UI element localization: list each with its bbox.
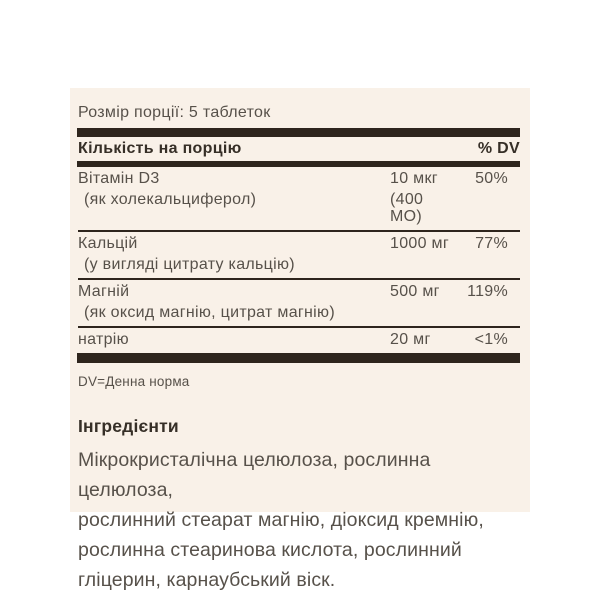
nutrient-amount-cell: [390, 235, 458, 273]
nutrient-amount-cell: [390, 331, 458, 348]
dv-header: % DV: [477, 140, 520, 157]
nutrient-row-sodium: [78, 328, 520, 353]
nutrient-name: Вітамін D3: [78, 170, 160, 187]
nutrient-dv: 119%: [467, 283, 508, 300]
nutrient-name-cell: [78, 331, 390, 348]
nutrient-amount: 20 мг: [390, 331, 431, 348]
nutrient-name-cell: [78, 235, 390, 273]
ingredients-line: Мікрокристалічна целюлоза, рослинна целюлоза,: [78, 449, 431, 501]
nutrient-form: (як оксид магнію, цитрат магнію): [84, 304, 335, 321]
ingredients-line: гліцерин, карнаубський віск.: [78, 569, 336, 591]
nutrient-name: Кальцій: [78, 235, 138, 252]
top-thick-divider: [77, 128, 520, 137]
nutrient-amount-cell: [390, 283, 458, 321]
nutrient-dv: 50%: [475, 170, 508, 187]
nutrient-row-calcium: [78, 232, 520, 280]
nutrient-amount: 500 мг: [390, 283, 440, 300]
nutrient-dv: <1%: [474, 331, 508, 348]
nutrient-amount-cell: [390, 170, 458, 225]
bottom-thick-divider: [77, 353, 520, 363]
nutrient-name: Магній: [78, 283, 130, 300]
nutrient-row-magnesium: [78, 280, 520, 328]
dv-footnote: DV=Денна норма: [78, 374, 190, 389]
ingredients-text: [78, 445, 520, 595]
nutrient-form: (як холекальциферол): [84, 191, 257, 208]
facts-header-row: [78, 137, 520, 161]
nutrient-dv: 77%: [475, 235, 508, 252]
amount-per-serving-header: Кількість на порцію: [78, 140, 242, 157]
ingredients-title: Інгредієнти: [78, 416, 179, 436]
nutrient-name-cell: [78, 170, 390, 225]
nutrient-amount: 10 мкг: [390, 170, 438, 187]
nutrient-name-cell: [78, 283, 390, 321]
nutrient-amount-alt: (400 МО): [390, 191, 424, 225]
nutrient-amount: 1000 мг: [390, 235, 449, 252]
nutrient-row-vitamin-d3: [78, 167, 520, 232]
ingredients-line: рослинна стеаринова кислота, рослинний: [78, 539, 462, 561]
serving-size-line: Розмір порції: 5 таблеток: [78, 104, 271, 121]
nutrient-form: (у вигляді цитрату кальцію): [84, 256, 295, 273]
supplement-facts-panel: [70, 88, 530, 591]
nutrient-name: натрію: [78, 331, 129, 348]
ingredients-line: рослинний стеарат магнію, діоксид кремнію,: [78, 509, 484, 531]
